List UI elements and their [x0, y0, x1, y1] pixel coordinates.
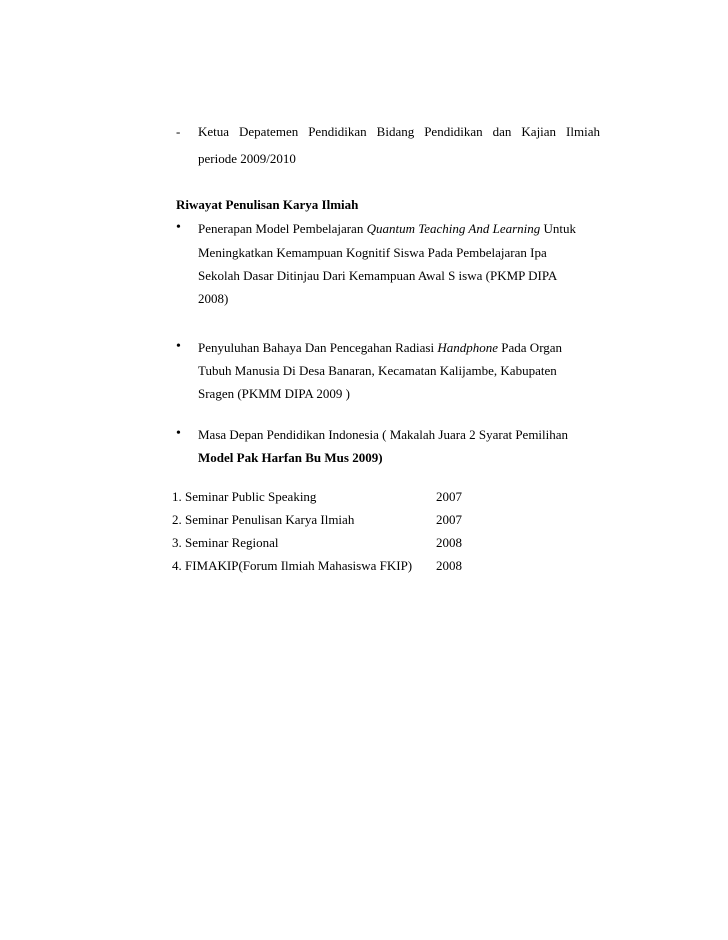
item-1-line-4: 2008)	[198, 291, 229, 306]
item-text: Penyuluhan Bahaya Dan Pencegahan Radiasi	[198, 340, 438, 355]
item-italic-text: Handphone	[437, 340, 499, 355]
item-2-line-3: Sragen (PKMM DIPA 2009 )	[198, 386, 350, 401]
item-1-line-2: Meningkatkan Kemampuan Kognitif Siswa Pada Pembelajaran Ipa	[198, 245, 547, 260]
position-line-2: periode 2009/2010	[198, 151, 296, 166]
word: Pendidikan	[424, 124, 483, 139]
word: Depatemen	[239, 124, 299, 139]
word: Kajian	[521, 124, 557, 139]
word: Pendidikan	[308, 124, 367, 139]
seminar-label: 4. FIMAKIP(Forum Ilmiah Mahasiswa FKIP)	[172, 558, 413, 573]
seminar-label: 1. Seminar Public Speaking	[172, 489, 317, 504]
seminar-year: 2007	[436, 489, 462, 504]
bullet-icon: •	[176, 220, 181, 235]
item-2-line-2: Tubuh Manusia Di Desa Banaran, Kecamatan Kalijambe, Kabupaten	[198, 363, 557, 378]
bullet-icon: •	[176, 339, 181, 354]
item-3-line-2: Model Pak Harfan Bu Mus 2009)	[198, 450, 383, 465]
item-text: Pada Organ	[498, 340, 563, 355]
bullet-icon: •	[176, 426, 181, 441]
word: dan	[492, 124, 512, 139]
section-heading: Riwayat Penulisan Karya Ilmiah	[176, 197, 359, 212]
word: Bidang	[376, 124, 415, 139]
item-3-line-1: Masa Depan Pendidikan Indonesia ( Makalah Juara 2 Syarat Pemilihan	[198, 427, 569, 442]
item-italic-text: Quantum Teaching And Learning	[366, 221, 541, 236]
seminar-year: 2008	[436, 558, 462, 573]
dash-marker: -	[176, 124, 181, 139]
item-text: Penerapan Model Pembelajaran	[198, 221, 367, 236]
item-2-line-1	[198, 340, 562, 356]
word: Ilmiah	[566, 124, 600, 139]
item-1-line-1	[198, 221, 576, 237]
item-text: Untuk	[540, 221, 577, 236]
seminar-label: 2. Seminar Penulisan Karya Ilmiah	[172, 512, 355, 527]
seminar-year: 2008	[436, 535, 462, 550]
seminar-label: 3. Seminar Regional	[172, 535, 279, 550]
seminar-year: 2007	[436, 512, 462, 527]
position-line-1	[198, 124, 600, 140]
word: Ketua	[198, 124, 230, 139]
item-1-line-3: Sekolah Dasar Ditinjau Dari Kemampuan Awal S iswa (PKMP DIPA	[198, 268, 558, 283]
